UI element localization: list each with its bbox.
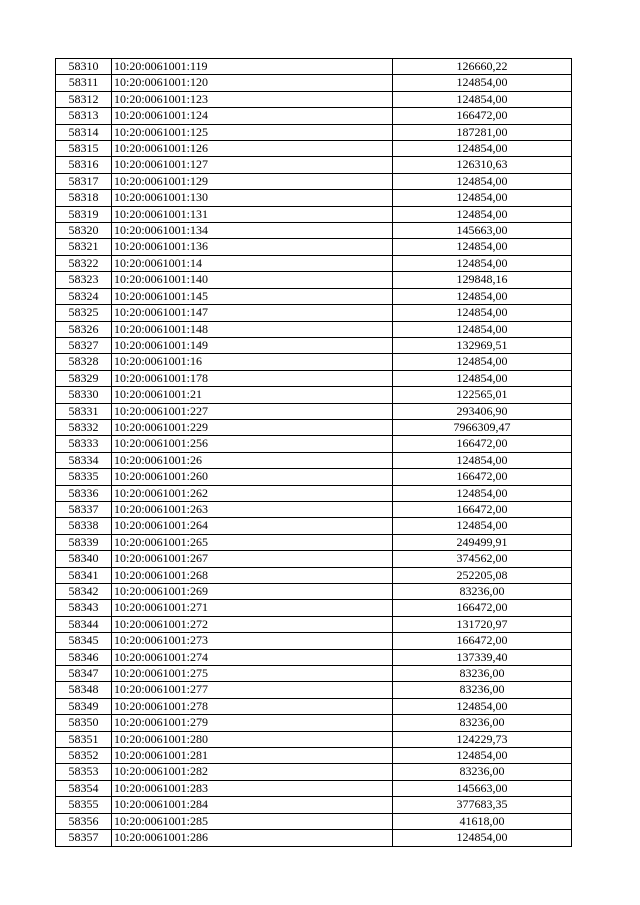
row-number-cell: 58350 <box>56 715 112 731</box>
cadastral-number-cell: 10:20:0061001:279 <box>112 715 393 731</box>
row-number-cell: 58320 <box>56 223 112 239</box>
table-row <box>56 748 572 764</box>
row-number-cell: 58356 <box>56 813 112 829</box>
value-cell: 124854,00 <box>393 748 572 764</box>
row-number-cell: 58351 <box>56 731 112 747</box>
table-row <box>56 75 572 91</box>
value-cell: 7966309,47 <box>393 419 572 435</box>
cadastral-number-cell: 10:20:0061001:131 <box>112 206 393 222</box>
table-row <box>56 108 572 124</box>
cadastral-value-table <box>55 58 572 847</box>
table-row <box>56 698 572 714</box>
value-cell: 124854,00 <box>393 321 572 337</box>
value-cell: 124854,00 <box>393 190 572 206</box>
row-number-cell: 58355 <box>56 797 112 813</box>
cadastral-number-cell: 10:20:0061001:262 <box>112 485 393 501</box>
cadastral-number-cell: 10:20:0061001:263 <box>112 501 393 517</box>
value-cell: 83236,00 <box>393 666 572 682</box>
cadastral-number-cell: 10:20:0061001:277 <box>112 682 393 698</box>
cadastral-number-cell: 10:20:0061001:14 <box>112 255 393 271</box>
table-row <box>56 666 572 682</box>
row-number-cell: 58313 <box>56 108 112 124</box>
table-row <box>56 305 572 321</box>
row-number-cell: 58316 <box>56 157 112 173</box>
cadastral-number-cell: 10:20:0061001:123 <box>112 91 393 107</box>
value-cell: 145663,00 <box>393 223 572 239</box>
value-cell: 131720,97 <box>393 616 572 632</box>
row-number-cell: 58323 <box>56 272 112 288</box>
row-number-cell: 58341 <box>56 567 112 583</box>
value-cell: 145663,00 <box>393 780 572 796</box>
table-row <box>56 649 572 665</box>
cadastral-number-cell: 10:20:0061001:145 <box>112 288 393 304</box>
value-cell: 124854,00 <box>393 173 572 189</box>
row-number-cell: 58338 <box>56 518 112 534</box>
cadastral-number-cell: 10:20:0061001:227 <box>112 403 393 419</box>
cadastral-number-cell: 10:20:0061001:26 <box>112 452 393 468</box>
cadastral-number-cell: 10:20:0061001:281 <box>112 748 393 764</box>
value-cell: 129848,16 <box>393 272 572 288</box>
value-cell: 41618,00 <box>393 813 572 829</box>
table-row <box>56 255 572 271</box>
value-cell: 124854,00 <box>393 830 572 846</box>
row-number-cell: 58349 <box>56 698 112 714</box>
row-number-cell: 58340 <box>56 551 112 567</box>
row-number-cell: 58333 <box>56 436 112 452</box>
value-cell: 83236,00 <box>393 584 572 600</box>
cadastral-number-cell: 10:20:0061001:125 <box>112 124 393 140</box>
row-number-cell: 58343 <box>56 600 112 616</box>
cadastral-number-cell: 10:20:0061001:21 <box>112 387 393 403</box>
table-row <box>56 518 572 534</box>
table-row <box>56 469 572 485</box>
row-number-cell: 58318 <box>56 190 112 206</box>
cadastral-number-cell: 10:20:0061001:264 <box>112 518 393 534</box>
cadastral-number-cell: 10:20:0061001:130 <box>112 190 393 206</box>
cadastral-number-cell: 10:20:0061001:268 <box>112 567 393 583</box>
row-number-cell: 58344 <box>56 616 112 632</box>
table-row <box>56 288 572 304</box>
table-row <box>56 337 572 353</box>
row-number-cell: 58325 <box>56 305 112 321</box>
table-row <box>56 436 572 452</box>
row-number-cell: 58329 <box>56 370 112 386</box>
row-number-cell: 58331 <box>56 403 112 419</box>
table-row <box>56 715 572 731</box>
table-row <box>56 584 572 600</box>
value-cell: 249499,91 <box>393 534 572 550</box>
table-row <box>56 501 572 517</box>
value-cell: 166472,00 <box>393 600 572 616</box>
row-number-cell: 58357 <box>56 830 112 846</box>
cadastral-number-cell: 10:20:0061001:272 <box>112 616 393 632</box>
row-number-cell: 58317 <box>56 173 112 189</box>
table-row <box>56 141 572 157</box>
table-row <box>56 223 572 239</box>
value-cell: 126310,63 <box>393 157 572 173</box>
cadastral-number-cell: 10:20:0061001:126 <box>112 141 393 157</box>
row-number-cell: 58342 <box>56 584 112 600</box>
value-cell: 124854,00 <box>393 206 572 222</box>
cadastral-number-cell: 10:20:0061001:282 <box>112 764 393 780</box>
value-cell: 124854,00 <box>393 452 572 468</box>
cadastral-number-cell: 10:20:0061001:256 <box>112 436 393 452</box>
value-cell: 124854,00 <box>393 305 572 321</box>
row-number-cell: 58311 <box>56 75 112 91</box>
row-number-cell: 58339 <box>56 534 112 550</box>
cadastral-number-cell: 10:20:0061001:147 <box>112 305 393 321</box>
table-row <box>56 272 572 288</box>
table-row <box>56 91 572 107</box>
table-row <box>56 190 572 206</box>
row-number-cell: 58346 <box>56 649 112 665</box>
row-number-cell: 58315 <box>56 141 112 157</box>
value-cell: 83236,00 <box>393 715 572 731</box>
row-number-cell: 58352 <box>56 748 112 764</box>
row-number-cell: 58310 <box>56 59 112 75</box>
row-number-cell: 58336 <box>56 485 112 501</box>
table-row <box>56 354 572 370</box>
row-number-cell: 58353 <box>56 764 112 780</box>
row-number-cell: 58330 <box>56 387 112 403</box>
cadastral-number-cell: 10:20:0061001:265 <box>112 534 393 550</box>
row-number-cell: 58348 <box>56 682 112 698</box>
value-cell: 132969,51 <box>393 337 572 353</box>
table-row <box>56 616 572 632</box>
value-cell: 374562,00 <box>393 551 572 567</box>
cadastral-number-cell: 10:20:0061001:129 <box>112 173 393 189</box>
row-number-cell: 58314 <box>56 124 112 140</box>
cadastral-number-cell: 10:20:0061001:119 <box>112 59 393 75</box>
cadastral-number-cell: 10:20:0061001:178 <box>112 370 393 386</box>
cadastral-number-cell: 10:20:0061001:148 <box>112 321 393 337</box>
value-cell: 137339,40 <box>393 649 572 665</box>
value-cell: 124854,00 <box>393 91 572 107</box>
table-row <box>56 551 572 567</box>
table-row <box>56 157 572 173</box>
table-row <box>56 403 572 419</box>
table-row <box>56 485 572 501</box>
table-row <box>56 764 572 780</box>
table-row <box>56 682 572 698</box>
value-cell: 166472,00 <box>393 108 572 124</box>
table-row <box>56 59 572 75</box>
row-number-cell: 58354 <box>56 780 112 796</box>
cadastral-number-cell: 10:20:0061001:271 <box>112 600 393 616</box>
row-number-cell: 58345 <box>56 633 112 649</box>
cadastral-number-cell: 10:20:0061001:283 <box>112 780 393 796</box>
cadastral-number-cell: 10:20:0061001:267 <box>112 551 393 567</box>
value-cell: 124229,73 <box>393 731 572 747</box>
table-row <box>56 387 572 403</box>
cadastral-number-cell: 10:20:0061001:149 <box>112 337 393 353</box>
value-cell: 124854,00 <box>393 75 572 91</box>
value-cell: 252205,08 <box>393 567 572 583</box>
cadastral-number-cell: 10:20:0061001:229 <box>112 419 393 435</box>
table-row <box>56 813 572 829</box>
table-row <box>56 419 572 435</box>
row-number-cell: 58324 <box>56 288 112 304</box>
value-cell: 166472,00 <box>393 633 572 649</box>
row-number-cell: 58335 <box>56 469 112 485</box>
value-cell: 293406,90 <box>393 403 572 419</box>
cadastral-number-cell: 10:20:0061001:269 <box>112 584 393 600</box>
cadastral-number-cell: 10:20:0061001:136 <box>112 239 393 255</box>
row-number-cell: 58312 <box>56 91 112 107</box>
row-number-cell: 58321 <box>56 239 112 255</box>
table-row <box>56 600 572 616</box>
table-row <box>56 173 572 189</box>
value-cell: 124854,00 <box>393 485 572 501</box>
cadastral-number-cell: 10:20:0061001:273 <box>112 633 393 649</box>
cadastral-number-cell: 10:20:0061001:278 <box>112 698 393 714</box>
row-number-cell: 58337 <box>56 501 112 517</box>
value-cell: 377683,35 <box>393 797 572 813</box>
value-cell: 124854,00 <box>393 255 572 271</box>
value-cell: 126660,22 <box>393 59 572 75</box>
cadastral-number-cell: 10:20:0061001:260 <box>112 469 393 485</box>
row-number-cell: 58319 <box>56 206 112 222</box>
value-cell: 166472,00 <box>393 469 572 485</box>
cadastral-number-cell: 10:20:0061001:120 <box>112 75 393 91</box>
cadastral-number-cell: 10:20:0061001:275 <box>112 666 393 682</box>
table-row <box>56 534 572 550</box>
table-row <box>56 124 572 140</box>
cadastral-number-cell: 10:20:0061001:285 <box>112 813 393 829</box>
table-row <box>56 239 572 255</box>
value-cell: 124854,00 <box>393 698 572 714</box>
value-cell: 124854,00 <box>393 141 572 157</box>
value-cell: 124854,00 <box>393 370 572 386</box>
row-number-cell: 58334 <box>56 452 112 468</box>
cadastral-number-cell: 10:20:0061001:140 <box>112 272 393 288</box>
row-number-cell: 58326 <box>56 321 112 337</box>
table-row <box>56 797 572 813</box>
value-cell: 166472,00 <box>393 501 572 517</box>
table-row <box>56 830 572 846</box>
cadastral-number-cell: 10:20:0061001:286 <box>112 830 393 846</box>
row-number-cell: 58328 <box>56 354 112 370</box>
table-row <box>56 206 572 222</box>
value-cell: 122565,01 <box>393 387 572 403</box>
table-row <box>56 780 572 796</box>
table-row <box>56 633 572 649</box>
table-row <box>56 567 572 583</box>
table-row <box>56 321 572 337</box>
row-number-cell: 58322 <box>56 255 112 271</box>
value-cell: 83236,00 <box>393 764 572 780</box>
value-cell: 166472,00 <box>393 436 572 452</box>
cadastral-number-cell: 10:20:0061001:16 <box>112 354 393 370</box>
value-cell: 187281,00 <box>393 124 572 140</box>
table-row <box>56 452 572 468</box>
cadastral-number-cell: 10:20:0061001:274 <box>112 649 393 665</box>
cadastral-number-cell: 10:20:0061001:284 <box>112 797 393 813</box>
value-cell: 83236,00 <box>393 682 572 698</box>
value-cell: 124854,00 <box>393 288 572 304</box>
cadastral-number-cell: 10:20:0061001:127 <box>112 157 393 173</box>
table-row <box>56 370 572 386</box>
cadastral-number-cell: 10:20:0061001:124 <box>112 108 393 124</box>
cadastral-number-cell: 10:20:0061001:280 <box>112 731 393 747</box>
value-cell: 124854,00 <box>393 354 572 370</box>
cadastral-number-cell: 10:20:0061001:134 <box>112 223 393 239</box>
table-row <box>56 731 572 747</box>
table-body <box>56 59 572 847</box>
row-number-cell: 58347 <box>56 666 112 682</box>
row-number-cell: 58332 <box>56 419 112 435</box>
row-number-cell: 58327 <box>56 337 112 353</box>
value-cell: 124854,00 <box>393 239 572 255</box>
value-cell: 124854,00 <box>393 518 572 534</box>
